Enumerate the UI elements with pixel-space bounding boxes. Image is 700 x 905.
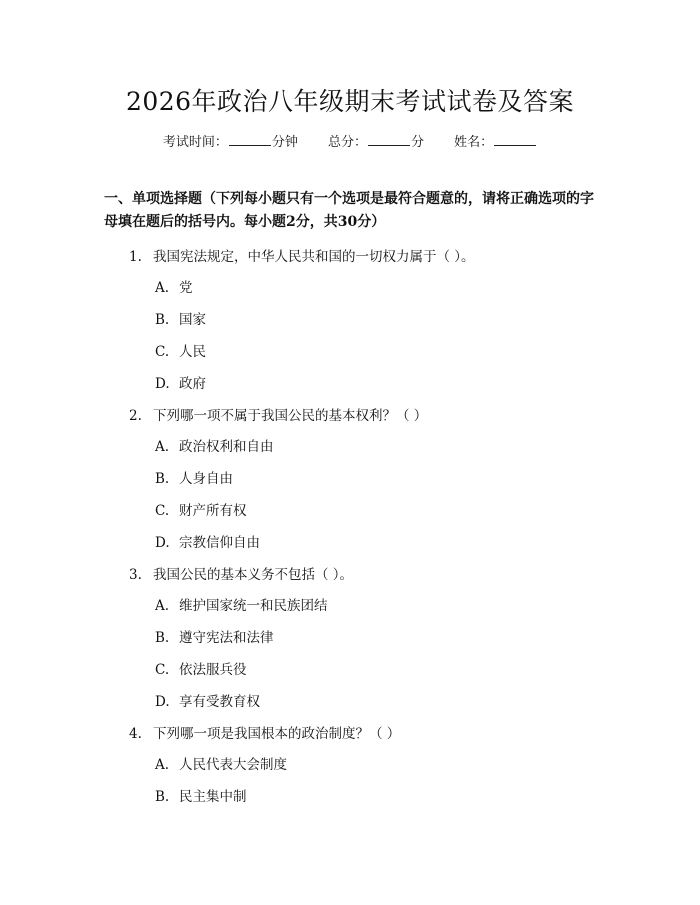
option-3a[interactable] <box>155 594 328 614</box>
name-blank[interactable] <box>494 133 536 146</box>
option-text: 国家 <box>179 312 206 328</box>
question-number: 3. <box>129 567 142 583</box>
option-letter: C. <box>155 344 170 360</box>
option-letter: B. <box>155 471 170 487</box>
question-4 <box>129 722 400 742</box>
option-text: 遵守宪法和法律 <box>179 630 274 646</box>
name-label: 姓名： <box>454 135 494 150</box>
option-text: 宗教信仰自由 <box>179 535 260 551</box>
option-text: 人身自由 <box>179 471 233 487</box>
question-1 <box>129 245 475 265</box>
option-1d[interactable] <box>155 372 206 392</box>
option-letter: D. <box>155 376 170 392</box>
option-letter: B. <box>155 789 170 805</box>
option-letter: B. <box>155 630 170 646</box>
score-blank[interactable] <box>368 133 410 146</box>
option-2d[interactable] <box>155 531 260 551</box>
option-letter: B. <box>155 312 170 328</box>
option-letter: D. <box>155 694 170 710</box>
option-1a[interactable] <box>155 276 193 296</box>
option-letter: A. <box>155 598 170 614</box>
exam-meta <box>0 131 700 150</box>
option-letter: A. <box>155 439 170 455</box>
option-text: 依法服兵役 <box>179 662 247 678</box>
option-2b[interactable] <box>155 467 233 487</box>
option-letter: A. <box>155 280 170 296</box>
option-4b[interactable] <box>155 785 247 805</box>
option-2a[interactable] <box>155 435 274 455</box>
option-1b[interactable] <box>155 308 206 328</box>
option-letter: D. <box>155 535 170 551</box>
option-3c[interactable] <box>155 658 247 678</box>
time-unit: 分钟 <box>271 135 298 150</box>
question-text: 我国公民的基本义务不包括（ ）。 <box>153 567 354 583</box>
time-label: 考试时间： <box>162 135 228 150</box>
option-3b[interactable] <box>155 626 274 646</box>
score-unit: 分 <box>411 135 425 150</box>
option-text: 政府 <box>179 376 206 392</box>
question-2 <box>129 404 427 424</box>
question-text: 下列哪一项不属于我国公民的基本权利？（ ） <box>153 408 428 424</box>
option-1c[interactable] <box>155 340 206 360</box>
option-text: 人民 <box>179 344 206 360</box>
score-field <box>328 131 424 150</box>
option-letter: A. <box>155 757 170 773</box>
option-4a[interactable] <box>155 753 287 773</box>
exam-title: 2026年政治八年级期末考试试卷及答案 <box>125 87 575 116</box>
option-letter: C. <box>155 503 170 519</box>
option-text: 财产所有权 <box>179 503 247 519</box>
option-text: 党 <box>179 280 193 296</box>
score-label: 总分： <box>327 135 367 150</box>
option-letter: C. <box>155 662 170 678</box>
option-3d[interactable] <box>155 690 260 710</box>
section-heading: 一、单项选择题（下列每小题只有一个选项是最符合题意的，请将正确选项的字母填在题后的括号内。每小题2分，共30分） <box>104 191 594 230</box>
question-text: 下列哪一项是我国根本的政治制度？（ ） <box>153 726 401 742</box>
option-text: 享有受教育权 <box>179 694 260 710</box>
option-2c[interactable] <box>155 499 247 519</box>
question-number: 4. <box>129 726 142 742</box>
option-text: 维护国家统一和民族团结 <box>179 598 328 614</box>
option-text: 政治权利和自由 <box>179 439 274 455</box>
time-blank[interactable] <box>229 133 271 146</box>
question-3 <box>129 563 353 583</box>
name-field <box>454 131 537 150</box>
question-text: 我国宪法规定，中华人民共和国的一切权力属于（ ）。 <box>153 249 475 265</box>
question-number: 1. <box>129 249 142 265</box>
option-text: 民主集中制 <box>179 789 247 805</box>
question-number: 2. <box>129 408 142 424</box>
time-field <box>163 131 298 150</box>
option-text: 人民代表大会制度 <box>179 757 287 773</box>
